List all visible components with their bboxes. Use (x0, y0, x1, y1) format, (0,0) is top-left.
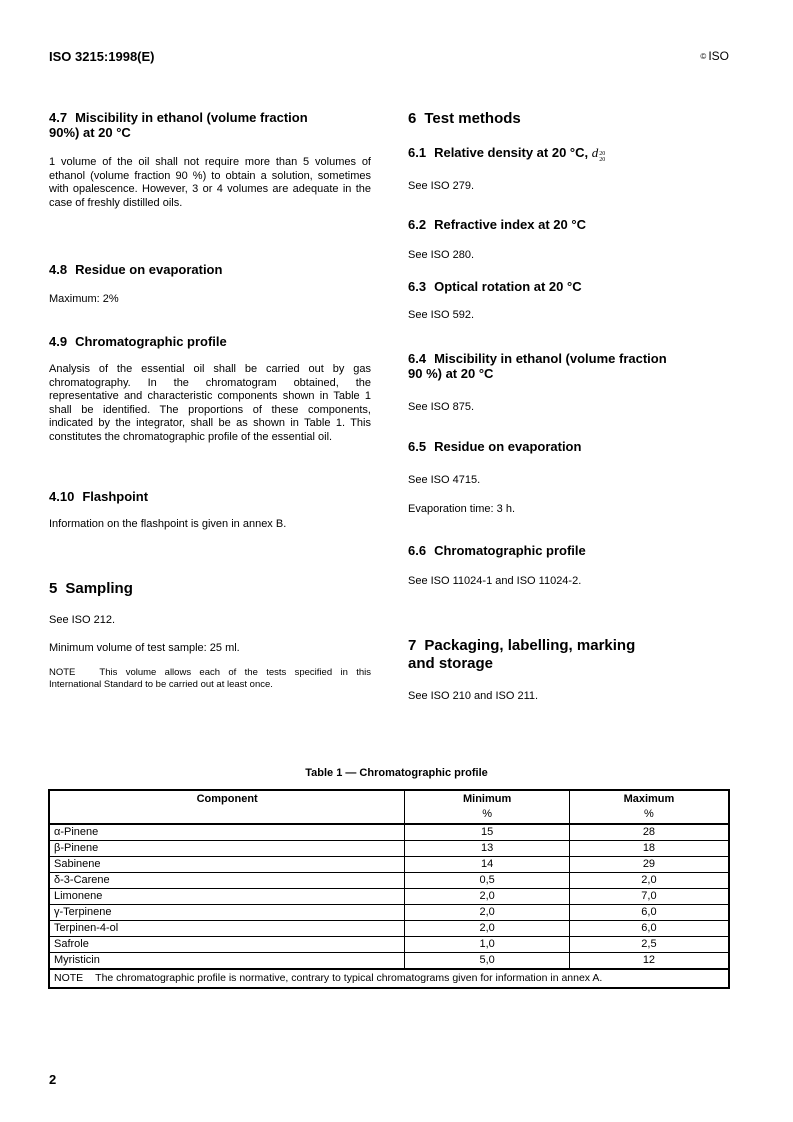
column-header-minimum: Minimum % (405, 790, 570, 824)
section-6-4 (408, 351, 730, 415)
table-row: Sabinene 14 29 (49, 857, 729, 873)
table-row: δ-3-Carene 0,5 2,0 (49, 873, 729, 889)
copyright-icon: © (700, 52, 707, 61)
section-6-3 (408, 279, 730, 323)
section-4-9 (49, 334, 371, 444)
section-heading: 6.4 Miscibility in ethanol (volume fraction 90 %) at 20 °C (408, 351, 667, 381)
section-heading: 4.10 Flashpoint (49, 489, 149, 504)
table-note: NOTE The chromatographic profile is normative, contrary to typical chromatograms given for information in annex A. (49, 969, 729, 988)
chromatographic-profile-table (48, 789, 730, 989)
section-body: Minimum volume of test sample: 25 ml. (49, 641, 240, 654)
table-row: γ-Terpinene 2,0 6,0 (49, 905, 729, 921)
table-row: Safrole 1,0 2,5 (49, 937, 729, 953)
section-6-1 (408, 145, 730, 194)
section-body: Analysis of the essential oil shall be carried out by gas chromatography. In the chromatogram obtained, the representative and characteristic components shown in Table 1 shall be identified. The proportions of these components, indicated by the integrator, shall be as shown in Table 1. This constitutes the chromatographic profile of the essential oil. (49, 363, 371, 443)
column-header-component: Component (49, 790, 405, 824)
section-body: See ISO 11024-1 and ISO 11024-2. (408, 575, 582, 587)
table-row: Limonene 2,0 7,0 (49, 889, 729, 905)
section-heading: 6.3 Optical rotation at 20 °C (408, 279, 582, 294)
section-body: See ISO 280. (408, 249, 475, 261)
section-heading: 6.2 Refractive index at 20 °C (408, 217, 586, 232)
relative-density-symbol: d 20 20 (591, 145, 606, 163)
section-body: See ISO 4715. (408, 474, 481, 486)
section-note: NOTE This volume allows each of the tests specified in this International Standard to be carried out at least once. (49, 667, 371, 690)
section-heading: 4.7 Miscibility in ethanol (volume fraction 90%) at 20 °C (49, 110, 308, 140)
section-body: Maximum: 2% (49, 293, 119, 305)
section-7 (408, 637, 730, 704)
section-4-7 (49, 110, 371, 210)
section-heading: 6.5 Residue on evaporation (408, 439, 582, 454)
section-body: See ISO 592. (408, 309, 475, 321)
section-6-6 (408, 543, 730, 589)
section-body: See ISO 212. (49, 614, 116, 626)
table-row: β-Pinene 13 18 (49, 841, 729, 857)
section-heading: 6.1 Relative density at 20 °C, d 20 20 (408, 145, 606, 163)
table-row: Myristicin 5,0 12 (49, 953, 729, 970)
section-body: Evaporation time: 3 h. (408, 502, 516, 515)
section-heading: 4.8 Residue on evaporation (49, 262, 223, 277)
column-header-maximum: Maximum % (569, 790, 729, 824)
copyright-text: ISO (708, 49, 729, 63)
section-5 (49, 580, 371, 690)
section-body: See ISO 210 and ISO 211. (408, 690, 539, 702)
section-body: See ISO 875. (408, 401, 475, 413)
table-row: α-Pinene 15 28 (49, 824, 729, 841)
section-4-10 (49, 489, 371, 532)
document-id: ISO 3215:1998(E) (49, 49, 155, 64)
section-body: 1 volume of the oil shall not require more than 5 volumes of ethanol (volume fraction 90 %) to obtain a solution, sometimes with opalescence. However, 3 or 4 volumes are adequate in the case of freshly distilled oils. (49, 156, 371, 209)
table-caption: Table 1 — Chromatographic profile (305, 767, 488, 779)
section-body: Information on the flashpoint is given in annex B. (49, 518, 287, 530)
section-heading: 6 Test methods (408, 110, 521, 127)
table-row: Terpinen-4-ol 2,0 6,0 (49, 921, 729, 937)
table-note-row (49, 969, 729, 988)
section-heading: 7 Packaging, labelling, marking and storage (408, 637, 636, 672)
section-6-2 (408, 217, 730, 263)
section-4-8 (49, 262, 371, 307)
section-6-5 (408, 439, 730, 516)
section-heading: 5 Sampling (49, 580, 133, 597)
section-heading: 6.6 Chromatographic profile (408, 543, 586, 558)
table-header-row (49, 790, 729, 824)
section-body: See ISO 279. (408, 180, 475, 192)
section-6 (408, 110, 730, 128)
section-heading: 4.9 Chromatographic profile (49, 334, 227, 349)
copyright-notice (700, 49, 729, 63)
page-number: 2 (49, 1072, 57, 1087)
